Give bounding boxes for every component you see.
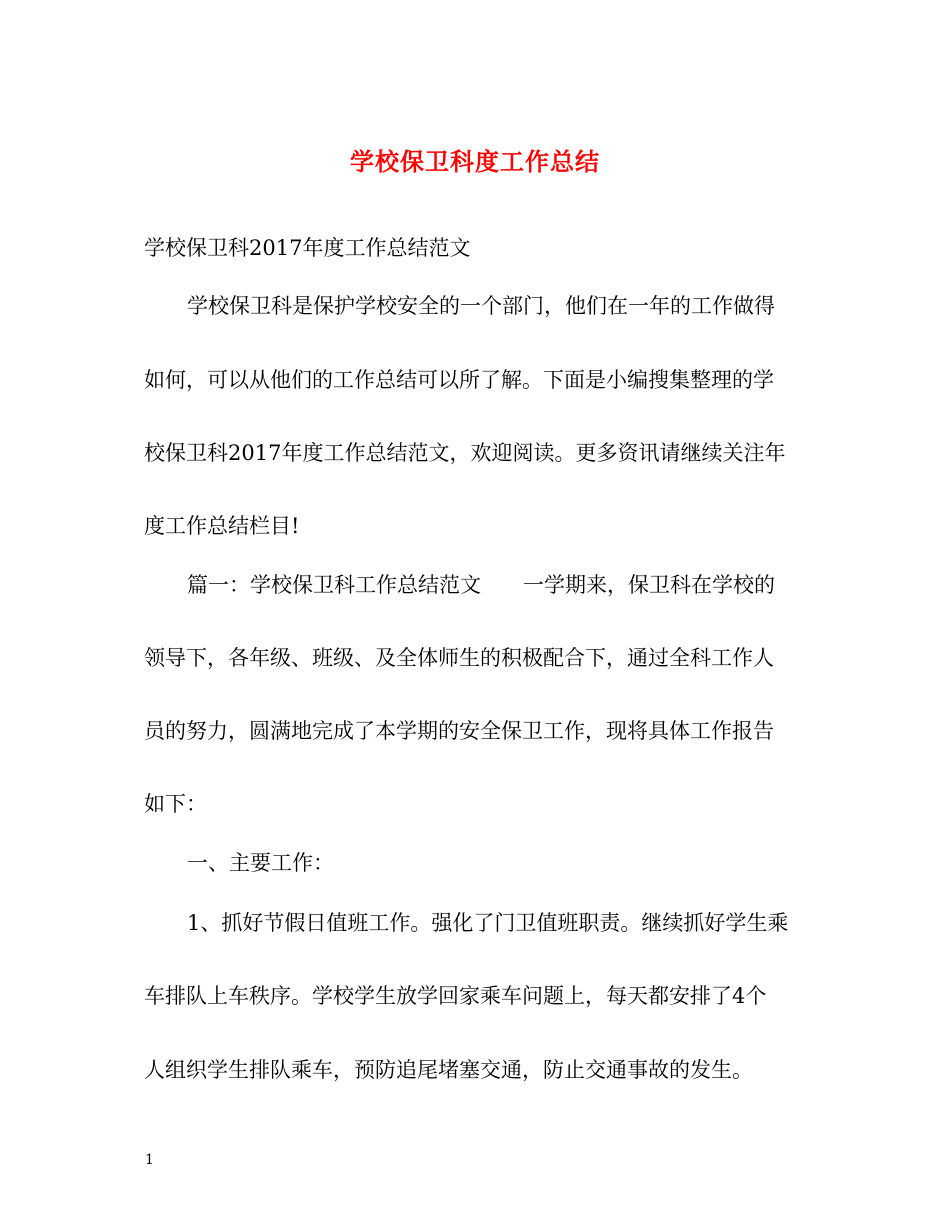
- section-heading: 一、主要工作：: [187, 851, 334, 875]
- paragraph-line: 校保卫科2017年度工作总结范文，欢迎阅读。更多资讯请继续关注年: [144, 441, 786, 465]
- paragraph-line: 员的努力，圆满地完成了本学期的安全保卫工作，现将具体工作报告: [144, 719, 774, 743]
- paragraph-line: 领导下，各年级、班级、及全体师生的积极配合下，通过全科工作人: [144, 646, 774, 670]
- paragraph-line: 如何，可以从他们的工作总结可以所了解。下面是小编搜集整理的学: [144, 368, 774, 392]
- paragraph-line: 车排队上车秩序。学校学生放学回家乘车问题上，每天都安排了4个: [144, 984, 767, 1008]
- paragraph-line: 1、抓好节假日值班工作。强化了门卫值班职责。继续抓好学生乘: [187, 911, 789, 935]
- document-subtitle: 学校保卫科2017年度工作总结范文: [144, 236, 471, 260]
- paragraph-line: 人组织学生排队乘车，预防追尾堵塞交通，防止交通事故的发生。: [144, 1058, 753, 1082]
- paragraph-line: 如下：: [144, 792, 207, 816]
- paragraph-line: 度工作总结栏目!: [144, 514, 300, 538]
- paragraph-line: 学校保卫科是保护学校安全的一个部门，他们在一年的工作做得: [187, 294, 775, 318]
- paragraph-line: 篇一：学校保卫科工作总结范文 一学期来，保卫科在学校的: [187, 573, 775, 597]
- document-title: 学校保卫科度工作总结: [350, 147, 600, 176]
- page-number: 1: [145, 1152, 154, 1168]
